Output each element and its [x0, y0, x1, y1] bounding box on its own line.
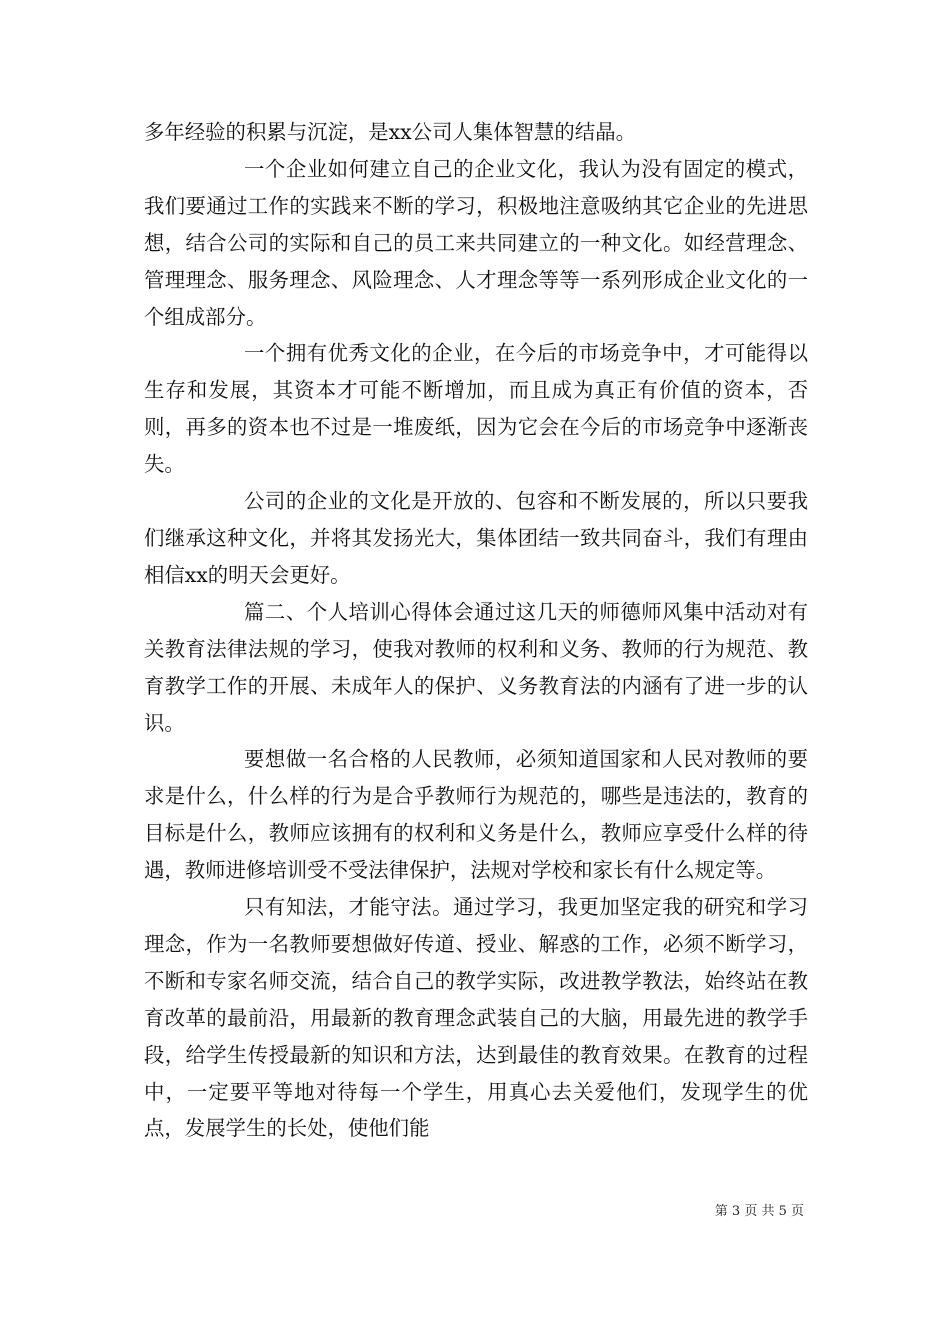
document-body [144, 114, 808, 1147]
paragraph-4: 公司的企业的文化是开放的、包容和不断发展的，所以只要我们继承这种文化，并将其发扬光大，集体团结一致共同奋斗，我们有理由相信xx的明天会更好。 [144, 489, 808, 587]
paragraph-2: 一个企业如何建立自己的企业文化，我认为没有固定的模式，我们要通过工作的实践来不断的学习，积极地注意吸纳其它企业的先进思想，结合公司的实际和自己的员工来共同建立的一种文化。如经营理念、管理理念、服务理念、风险理念、人才理念等等一系列形成企业文化的一个组成部分。 [144, 156, 808, 329]
paragraph-3: 一个拥有优秀文化的企业，在今后的市场竞争中，才可能得以生存和发展，其资本才可能不断增加，而且成为真正有价值的资本，否则，再多的资本也不过是一堆废纸，因为它会在今后的市场竞争中逐渐丧失。 [144, 341, 808, 477]
paragraph-1: 多年经验的积累与沉淀，是xx公司人集体智慧的结晶。 [144, 120, 636, 144]
paragraph-6: 要想做一名合格的人民教师，必须知道国家和人民对教师的要求是什么，什么样的行为是合乎教师行为规范的，哪些是违法的，教育的目标是什么，教师应该拥有的权利和义务是什么，教师应享受什么样的待遇，教师进修培训受不受法律保护，法规对学校和家长有什么规定等。 [144, 747, 808, 883]
paragraph-7: 只有知法，才能守法。通过学习，我更加坚定我的研究和学习理念，作为一名教师要想做好传道、授业、解惑的工作，必须不断学习，不断和专家名师交流，结合自己的教学实际，改进教学教法，始终站在教育改革的最前沿，用最新的教育理念武装自己的大脑，用最先进的教学手段，给学生传授最新的知识和方法，达到最佳的教育效果。在教育的过程中，一定要平等地对待每一个学生，用真心去关爱他们，发现学生的优点，发展学生的长处，使他们能 [144, 895, 808, 1141]
paragraph-5: 篇二、个人培训心得体会通过这几天的师德师风集中活动对有关教育法律法规的学习，使我对教师的权利和义务、教师的行为规范、教育教学工作的开展、未成年人的保护、义务教育法的内涵有了进一步的认识。 [144, 599, 808, 735]
page-number-footer: 第 3 页 共 5 页 [714, 1204, 804, 1219]
